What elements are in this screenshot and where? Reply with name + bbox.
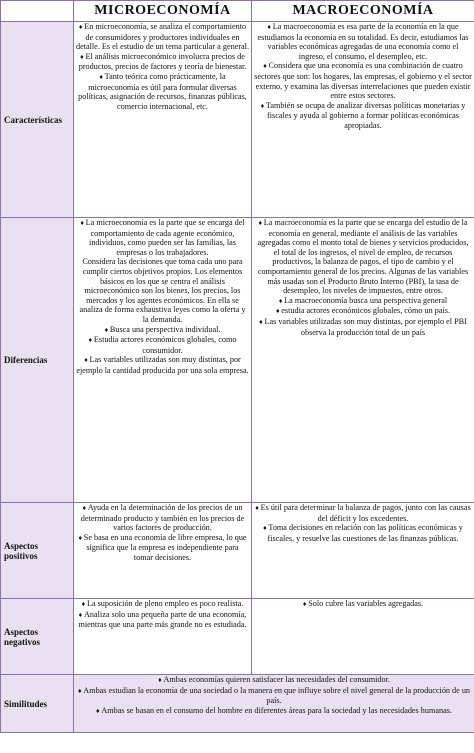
micro-cell <box>74 599 252 675</box>
list-item: ♦ Las variables utilizadas son muy distintas, por ejemplo el PBI observa la producción total de un país <box>254 317 472 337</box>
corner-cell <box>1 1 74 22</box>
header-macro: MACROECONOMÍA <box>252 1 474 22</box>
macro-cell <box>252 218 474 503</box>
row-label: Aspectos negativos <box>1 599 74 675</box>
micro-cell <box>74 22 252 218</box>
list-item: ♦ También se ocupa de analizar diversas políticas monetarias y fiscales y ayuda al gobierno a formar políticas económicas apropiadas. <box>254 101 472 131</box>
list-item: ♦ La microeconomía es la parte que se encarga del comportamiento de cada agente económico, individuos, como pueden ser las familias, las empresas o los trabajadores. <box>76 218 249 257</box>
list-item: ♦ Ambas se basan en el consumo del hombre en diferentes áreas para la sociedad y las necesidades humanas. <box>76 706 472 717</box>
list-item: ♦ Estudia actores económicos globales, como consumidor. <box>76 335 249 355</box>
micro-cell <box>74 218 252 503</box>
list-item: ♦ La macroeconomía busca una perspectiva general <box>254 296 472 307</box>
row-diferencias <box>1 218 474 503</box>
list-item: ♦ El análisis microeconómico involucra precios de productos, precios de factores y teoría de bienestar. <box>76 52 249 72</box>
list-item: ♦ Analiza solo una pequeña parte de una economía, mientras que una parte más grande no es estudiada. <box>76 610 249 630</box>
list-item: ♦ Solo cubre las variables agregadas. <box>254 599 472 610</box>
similitudes-cell <box>74 675 474 733</box>
macro-cell <box>252 503 474 599</box>
macro-cell <box>252 22 474 218</box>
list-item: ♦ La macroeconomía es la parte que se encarga del estudio de la economía en general, mediante el análisis de las variables agregadas como el monto total de bienes y servicios producidos, el total de los ingresos, el nivel de empleo, de recursos productivos, la balanza de pagos, el tipo de cambio y el comportamiento general de los precios. Algunas de las variables más usadas son el Producto Bruto Interno (PBI), la tasa de desempleo, los niveles de impuestos, entre otros. <box>254 218 472 296</box>
list-item: ♦ Tanto teórica como prácticamente, la microeconomía es útil para formular diversas políticas, asignación de recursos, finanzas públicas, comercio internacional, etc. <box>76 72 249 111</box>
row-caracteristicas <box>1 22 474 218</box>
list-item: Considera las decisiones que toma cada uno para cumplir ciertos objetivos propios. Los elementos básicos en los que se centra el análisis microeconómico son los bienes, los precios, los mercados y los agentes económicos. En ella se analiza de forma exhaustiva leyes como la oferta y la demanda. <box>79 257 246 324</box>
list-item: ♦ Ayuda en la determinación de los precios de un determinado producto y también en los precios de varios factores de producción. <box>76 503 249 533</box>
list-item: ♦ La macroeconomía es esa parte de la economía en la que estudiamos la economía en su totalidad. Es decir, estudiamos las variables económicas agregadas de una economía como el ingreso, el consumo, el desempleo, etc. <box>254 22 472 61</box>
list-item: ♦ En microeconomía, se analiza el comportamiento de consumidores y productores individuales en detalle. Es el estudio de un tema particular a general. <box>76 22 249 52</box>
row-similitudes <box>1 675 474 733</box>
micro-cell <box>74 503 252 599</box>
list-item: ♦ Ambas economías quieren satisfacer las necesidades del consumidor. <box>76 675 472 686</box>
row-positivos <box>1 503 474 599</box>
list-item: ♦ La suposición de pleno empleo es poco realista. <box>76 599 249 610</box>
header-row <box>1 1 474 22</box>
macro-cell <box>252 599 474 675</box>
list-item: ♦ Considera que una economía es una combinación de cuatro sectores que son: los hogares, las empresas, el gobierno y el sector externo, y examina las diversas interrelaciones que pueden existir entre estos sectores. <box>254 61 472 100</box>
list-item: ♦ Ambas estudian la economía de una sociedad o la manera en que influye sobre el nivel general de la producción de un país. <box>76 686 472 706</box>
list-item: ♦ Se basa en una economía de libre empresa, lo que significa que la empresa es independiente para tomar decisiones. <box>76 533 249 563</box>
header-micro: MICROECONOMÍA <box>74 1 252 22</box>
list-item: ♦ Es útil para determinar la balanza de pagos, junto con las causas del déficit y los excedentes. <box>254 503 472 523</box>
list-item: ♦ estudia actores económicos globales, cómo un país. <box>254 306 472 317</box>
row-label: Similitudes <box>1 675 74 733</box>
row-label: Aspectos positivos <box>1 503 74 599</box>
list-item: ♦ Toma decisiones en relación con las políticas económicas y fiscales, y resuelve las cuestiones de las finanzas públicas. <box>254 523 472 543</box>
list-item: ♦ Busca una perspectiva individual. <box>76 325 249 336</box>
list-item: ♦ Las variables utilizadas son muy distintas, por ejemplo la cantidad producida por una sola empresa. <box>76 355 249 375</box>
row-label: Características <box>1 22 74 218</box>
row-negativos <box>1 599 474 675</box>
row-label: Diferencias <box>1 218 74 503</box>
